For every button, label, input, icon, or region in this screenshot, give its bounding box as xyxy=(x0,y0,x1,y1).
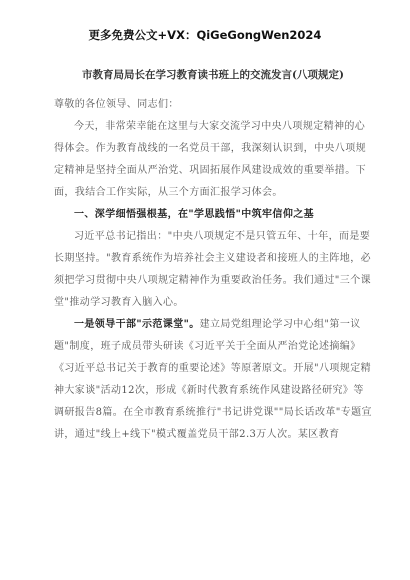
paragraph-intro: 今天，非常荣幸能在这里与大家交流学习中央八项规定精神的心得体会。作为教育战线的一名党员干部，我深刻认识到，中央八项规定精神是坚持全面从严治党、巩固拓展作风建设成效的重要举措。下面，我结合工作实际，从三个方面汇报学习体会。 xyxy=(54,121,366,198)
document-title: 市教育局局长在学习教育读书班上的交流发言(八项规定) xyxy=(82,69,344,81)
salutation: 尊敬的各位领导、同志们： xyxy=(54,99,179,110)
point-1-text: 建立局党组理论学习中心组"第一议题"制度，班子成员带头研读《习近平关于全面从严治党论述摘编》《习近平总书记关于教育的重要论述》等原著原文。开展"八项规定精神大家谈"活动12次，形成《新时代教育系统作风建设路径研究》等调研报告8篇。在全市教育系统推行"书记讲党课""局长话改革"专题宣讲，通过"线上+线下"模式覆盖党员干部2.3万人次。某区教育 xyxy=(54,319,372,440)
point-1-lead: 一是领导干部"示范课堂"。 xyxy=(74,319,200,330)
paragraph-quote: 习近平总书记指出："中央八项规定不是只管五年、十年，而是要长期坚持。"教育系统作为培养社会主义建设者和接班人的主阵地，必须把学习贯彻中央八项规定精神作为重要政治任务。我们通过"三个课堂"推动学习教育入脑入心。 xyxy=(54,231,371,308)
paragraph-point-1 xyxy=(54,314,372,446)
watermark-text: 更多免费公文+VX：QiGeGongWen2024 xyxy=(88,28,322,42)
document-body xyxy=(54,94,372,446)
section-heading-1: 一、深学细悟强根基，在"学思践悟"中筑牢信仰之基 xyxy=(74,209,315,220)
